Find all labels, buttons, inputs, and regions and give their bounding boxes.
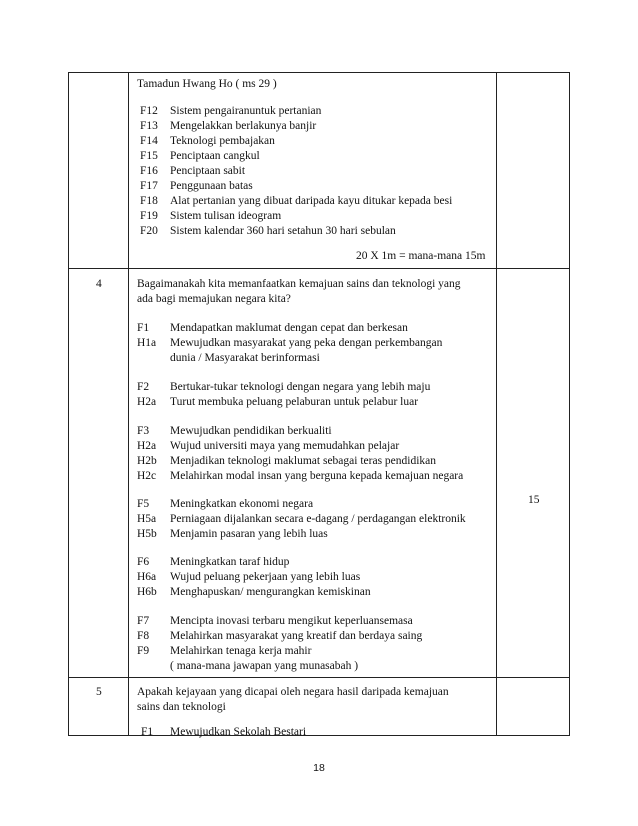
- question-number: 4: [96, 278, 102, 290]
- item-code: H6b: [137, 586, 157, 598]
- question-text: ada bagi memajukan negara kita?: [137, 293, 291, 305]
- item-code: F14: [140, 135, 158, 147]
- item-text: Sistem kalendar 360 hari setahun 30 hari sebulan: [170, 225, 396, 237]
- table-border-right: [569, 72, 570, 736]
- item-text: Penciptaan sabit: [170, 165, 246, 177]
- item-code: F3: [137, 425, 150, 437]
- row-separator-1: [68, 268, 570, 269]
- item-text: Wujud peluang pekerjaan yang lebih luas: [170, 571, 361, 583]
- item-code: F2: [137, 381, 150, 393]
- item-code: F18: [140, 195, 158, 207]
- item-text: Teknologi pembajakan: [170, 135, 275, 147]
- item-code: H2a: [137, 396, 157, 408]
- marks-value: 15: [528, 494, 540, 506]
- item-code: H5a: [137, 513, 157, 525]
- item-text: Penggunaan batas: [170, 180, 253, 192]
- item-code: H2b: [137, 455, 157, 467]
- item-code: H1a: [137, 337, 157, 349]
- item-code: F19: [140, 210, 158, 222]
- item-text: Mengelakkan berlakunya banjir: [170, 120, 317, 132]
- question-text: Bagaimanakah kita memanfaatkan kemajuan sains dan teknologi yang: [137, 278, 461, 290]
- item-text: Wujud universiti maya yang memudahkan pelajar: [170, 440, 400, 452]
- table-border-top: [68, 72, 570, 73]
- item-text: Meningkatkan ekonomi negara: [170, 498, 314, 510]
- item-text: Menjadikan teknologi maklumat sebagai teras pendidikan: [170, 455, 437, 467]
- item-text: Mewujudkan masyarakat yang peka dengan perkembangan: [170, 337, 443, 349]
- item-code: F15: [140, 150, 158, 162]
- item-code: F13: [140, 120, 158, 132]
- item-code: H2a: [137, 440, 157, 452]
- item-text: Sistem tulisan ideogram: [170, 210, 282, 222]
- item-code: F8: [137, 630, 150, 642]
- question-text: Apakah kejayaan yang dicapai oleh negara hasil daripada kemajuan: [137, 686, 449, 698]
- item-code: F5: [137, 498, 150, 510]
- item-text: Mencipta inovasi terbaru mengikut keperluansemasa: [170, 615, 413, 627]
- item-text: ( mana-mana jawapan yang munasabah ): [170, 660, 359, 672]
- question-text: sains dan teknologi: [137, 701, 226, 713]
- item-text: Meningkatkan taraf hidup: [170, 556, 290, 568]
- question-number: 5: [96, 686, 102, 698]
- item-code: F1: [141, 726, 154, 738]
- item-text: Menghapuskan/ mengurangkan kemiskinan: [170, 586, 371, 598]
- item-text: Mewujudkan Sekolah Bestari: [170, 726, 307, 738]
- row-heading: Tamadun Hwang Ho ( ms 29 ): [137, 78, 277, 90]
- marks-note: 20 X 1m = mana-mana 15m: [356, 250, 486, 262]
- item-code: H2c: [137, 470, 157, 482]
- item-text: Bertukar-tukar teknologi dengan negara yang lebih maju: [170, 381, 431, 393]
- item-text: Melahirkan modal insan yang berguna kepada kemajuan negara: [170, 470, 464, 482]
- item-code: F7: [137, 615, 150, 627]
- item-code: F6: [137, 556, 150, 568]
- item-code: F17: [140, 180, 158, 192]
- item-code: F9: [137, 645, 150, 657]
- item-text: Turut membuka peluang pelaburan untuk pelabur luar: [170, 396, 419, 408]
- item-text: Menjamin pasaran yang lebih luas: [170, 528, 328, 540]
- item-code: H6a: [137, 571, 157, 583]
- page-number: 18: [313, 762, 325, 774]
- item-code: F1: [137, 322, 150, 334]
- item-text: Melahirkan tenaga kerja mahir: [170, 645, 312, 657]
- table-border-left: [68, 72, 69, 736]
- item-text: Alat pertanian yang dibuat daripada kayu ditukar kepada besi: [170, 195, 453, 207]
- column-separator-2: [496, 72, 497, 736]
- item-code: F20: [140, 225, 158, 237]
- row-separator-2: [68, 677, 570, 678]
- item-code: F16: [140, 165, 158, 177]
- item-text: Perniagaan dijalankan secara e-dagang / perdagangan elektronik: [170, 513, 466, 525]
- item-code: H5b: [137, 528, 157, 540]
- item-text: Penciptaan cangkul: [170, 150, 260, 162]
- item-text: Mewujudkan pendidikan berkualiti: [170, 425, 332, 437]
- item-code: F12: [140, 105, 158, 117]
- item-text: Mendapatkan maklumat dengan cepat dan berkesan: [170, 322, 408, 334]
- column-separator-1: [128, 72, 129, 736]
- item-text: Melahirkan masyarakat yang kreatif dan berdaya saing: [170, 630, 423, 642]
- item-text: dunia / Masyarakat berinformasi: [170, 352, 320, 364]
- item-text: Sistem pengairanuntuk pertanian: [170, 105, 322, 117]
